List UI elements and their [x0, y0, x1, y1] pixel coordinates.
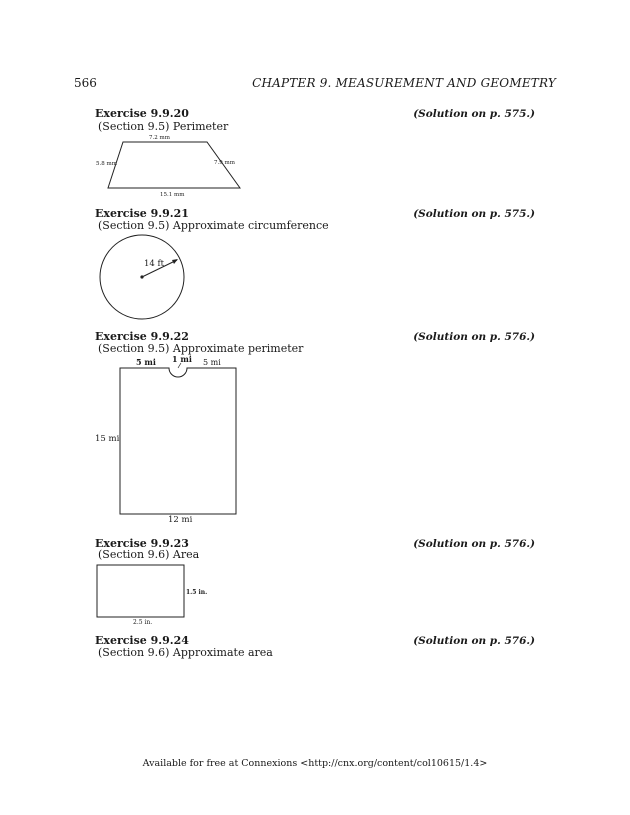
- solution-link[interactable]: (Solution on p. 576.): [413, 538, 535, 550]
- rectangle-figure: [94, 562, 224, 628]
- label-bottom: 12 mi: [168, 515, 193, 525]
- exercise-title: Exercise 9.9.23: [95, 537, 189, 550]
- label-top-left: 5 mi: [136, 357, 156, 367]
- label-left: 5.8 mm: [96, 161, 117, 167]
- label-right: 1.5 in.: [186, 589, 208, 596]
- center-point: [140, 275, 143, 278]
- exercise-section: (Section 9.6) Approximate area: [98, 646, 273, 659]
- notched-rectangle-shape: [120, 368, 236, 514]
- label-notch: 1 mi: [172, 354, 192, 364]
- exercise-section: (Section 9.5) Perimeter: [98, 120, 229, 133]
- label-left: 15 mi: [95, 434, 120, 444]
- solution-link[interactable]: (Solution on p. 576.): [413, 635, 535, 647]
- exercise-title: Exercise 9.9.21: [95, 207, 189, 220]
- solution-link[interactable]: (Solution on p. 575.): [413, 108, 535, 120]
- exercise-section: (Section 9.5) Approximate perimeter: [98, 342, 304, 355]
- rectangle-shape: [97, 565, 184, 617]
- notched-rectangle-figure: [80, 352, 250, 528]
- label-bottom: 2.5 in.: [133, 619, 153, 626]
- footer-text: Available for free at Connexions <http://cnx.org/content/col10615/1.4>: [142, 758, 488, 769]
- label-right: 7.9 mm: [214, 160, 235, 166]
- exercise-section: (Section 9.6) Area: [98, 548, 200, 561]
- circle-figure: [96, 234, 188, 322]
- label-top: 7.2 mm: [149, 135, 170, 141]
- arrowhead-icon: [172, 259, 178, 264]
- page-number: 566: [74, 76, 97, 90]
- label-radius: 14 ft: [144, 259, 165, 269]
- running-title: CHAPTER 9. MEASUREMENT AND GEOMETRY: [252, 76, 556, 90]
- label-top-right: 5 mi: [203, 358, 221, 367]
- label-bottom: 15.1 mm: [160, 192, 185, 198]
- exercise-title: Exercise 9.9.24: [95, 634, 189, 647]
- solution-link[interactable]: (Solution on p. 575.): [413, 208, 535, 220]
- exercise-section: (Section 9.5) Approximate circumference: [98, 219, 329, 232]
- exercise-title: Exercise 9.9.20: [95, 107, 189, 120]
- solution-link[interactable]: (Solution on p. 576.): [413, 331, 535, 343]
- trapezoid-figure: [90, 132, 250, 200]
- exercise-title: Exercise 9.9.22: [95, 330, 189, 343]
